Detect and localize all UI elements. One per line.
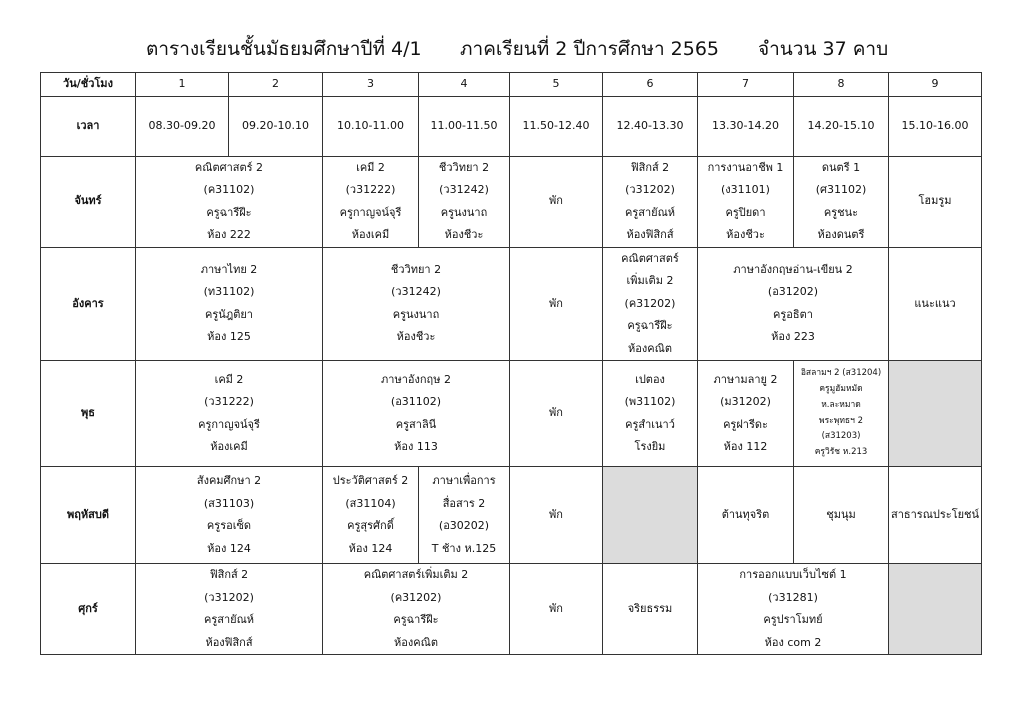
day-row-monday [41, 156, 982, 247]
lunch-break: พัก [510, 247, 603, 361]
subject-name-line2: เพิ่มเติม 2 [626, 274, 674, 287]
teacher: ครูชนะ [823, 205, 859, 219]
subject-name: ภาษามลายู 2 [713, 372, 778, 386]
subject-code: (อ31102) [390, 395, 442, 408]
subject-name: ฟิสิกส์ 2 [209, 568, 249, 581]
corner-header: วัน/ชั่วโมง [41, 73, 136, 97]
class-cell [323, 361, 510, 467]
room: ห้องฟิสิกส์ [626, 228, 674, 241]
room: โรงยิม [634, 440, 666, 453]
activity-cell: ต้านทุจริต [698, 467, 794, 564]
lunch-break: พัก [510, 467, 603, 564]
teacher: ครูมูฮัมหมัด [819, 383, 863, 394]
time-slot: 10.10-11.00 [323, 96, 419, 156]
class-cell [794, 156, 889, 247]
room: ห้อง com 2 [764, 635, 822, 649]
subject-code: (ว31281) [768, 590, 818, 604]
day-row-friday [41, 564, 982, 655]
subject-name: สังคมศึกษา 2 [196, 474, 262, 487]
time-row [41, 96, 982, 156]
subject-code: (ว31242) [391, 285, 441, 299]
period-number: 7 [698, 73, 794, 97]
subject-code: (ง31101) [721, 183, 770, 196]
room: ห้องชีวะ [444, 228, 484, 241]
subject-code: (ว31222) [345, 183, 396, 196]
class-cell [698, 564, 889, 655]
subject-name: การงานอาชีพ 1 [707, 160, 784, 174]
teacher: ครูนงนาถ [392, 307, 440, 321]
teacher: ครูกาญจน์จุรี [339, 205, 402, 219]
teacher: ครูนัฎติยา [205, 307, 253, 321]
subject-code: (ค31202) [390, 590, 442, 604]
period-number: 3 [323, 73, 419, 97]
time-slot: 11.00-11.50 [419, 96, 510, 156]
time-slot: 09.20-10.10 [229, 96, 323, 156]
room: ห้องเคมี [351, 228, 390, 241]
day-label: ศุกร์ [41, 564, 136, 655]
period-number: 6 [603, 73, 698, 97]
room: ห.ละหมาด [821, 399, 861, 410]
period-number: 2 [229, 73, 323, 97]
activity-cell: จริยธรรม [603, 564, 698, 655]
lunch-break: พัก [510, 564, 603, 655]
time-slot: 14.20-15.10 [794, 96, 889, 156]
empty-cell [889, 361, 982, 467]
time-slot: 12.40-13.30 [603, 96, 698, 156]
time-slot: 08.30-09.20 [136, 96, 229, 156]
teacher: ครูปิยดา [725, 205, 766, 219]
teacher: ครูฝารีดะ [723, 417, 768, 431]
subject-name: ภาษาอังกฤษ 2 [381, 372, 451, 386]
room: ห้องดนตรี [817, 228, 865, 241]
room: ห้อง 223 [771, 330, 815, 344]
room: ห้อง 124 [348, 541, 393, 555]
lunch-break: พัก [510, 156, 603, 247]
class-cell [603, 361, 698, 467]
class-cell [136, 247, 323, 361]
room: ห้องคณิต [628, 341, 672, 355]
room: ห้อง 124 [207, 541, 251, 555]
subject-name: ภาษาเพื่อการ [432, 474, 496, 487]
teacher: ครูสาลินี [395, 417, 437, 431]
class-cell [136, 467, 323, 564]
subject-name: เคมี 2 [214, 372, 244, 386]
lunch-break: พัก [510, 361, 603, 467]
room: ห้อง 222 [207, 228, 251, 241]
activity-cell: ชุมนุม [794, 467, 889, 564]
class-cell [419, 156, 510, 247]
day-row-thursday [41, 467, 982, 564]
teacher: ครูกาญจน์จุรี [198, 417, 260, 431]
subject-code: (ศ31102) [815, 183, 867, 196]
subject-name: คณิตศาสตร์ [621, 251, 679, 265]
teacher: ครูอธิตา [773, 307, 813, 321]
subject-name: ชีววิทยา 2 [438, 160, 490, 174]
timetable [40, 72, 982, 655]
subject-code: (ค31102) [203, 183, 255, 196]
room: ห้องเคมี [210, 440, 248, 453]
day-label: พฤหัสบดี [41, 467, 136, 564]
subject-code: (ว31222) [204, 395, 254, 408]
class-title: ตารางเรียนชั้นมัธยมศึกษาปีที่ 4/1 [146, 38, 422, 60]
room: ห้องชีวะ [396, 330, 436, 344]
period-count: จำนวน 37 คาบ [758, 38, 889, 60]
time-slot: 15.10-16.00 [889, 96, 982, 156]
empty-cell [889, 564, 982, 655]
subject-code: (อ31202) [767, 285, 819, 299]
subject-name: คณิตศาสตร์ 2 [194, 160, 264, 174]
time-slot: 11.50-12.40 [510, 96, 603, 156]
teacher: ครูฉารีฝีะ [206, 205, 252, 219]
subject-code: (ม31202) [720, 395, 771, 408]
teacher: ครูนงนาถ [440, 205, 488, 219]
subject-name: ภาษาไทย 2 [200, 262, 258, 276]
subject-name: อิสลามฯ 2 (ส31204) [800, 368, 882, 379]
subject-name: ฟิสิกส์ 2 [630, 160, 670, 174]
class-cell [794, 361, 889, 467]
room: ห้อง 112 [723, 440, 768, 453]
class-cell [323, 467, 419, 564]
teacher-room-alt: ครูวิรัช ห.213 [814, 447, 868, 458]
room: ห้องชีวะ [726, 228, 765, 241]
class-cell [323, 247, 510, 361]
period-number: 5 [510, 73, 603, 97]
subject-name: ดนตรี 1 [821, 160, 861, 174]
subject-code: (พ31102) [624, 395, 676, 408]
class-cell [323, 156, 419, 247]
room: ห้องคณิต [394, 635, 438, 649]
subject-name: ชีววิทยา 2 [390, 262, 442, 276]
class-cell [603, 156, 698, 247]
class-cell [323, 564, 510, 655]
room: ห้องฟิสิกส์ [205, 635, 253, 649]
subject-code: (ว31202) [625, 183, 675, 196]
class-cell [136, 156, 323, 247]
teacher-room: T ช้าง ห.125 [431, 541, 497, 555]
class-cell [136, 361, 323, 467]
period-number: 1 [136, 73, 229, 97]
class-cell [698, 156, 794, 247]
subject-name-line2: สื่อสาร 2 [442, 496, 486, 510]
subject-name: ประวัติศาสตร์ 2 [332, 474, 409, 487]
period-number: 9 [889, 73, 982, 97]
day-row-tuesday [41, 247, 982, 361]
subject-code: (ว31242) [439, 183, 489, 196]
subject-code: (อ30202) [438, 519, 490, 532]
subject-code: (ว31202) [204, 590, 254, 604]
activity-cell: สาธารณประโยชน์ [889, 467, 982, 564]
subject-name: คณิตศาสตร์เพิ่มเติม 2 [363, 568, 469, 581]
class-cell [603, 247, 698, 361]
day-label: จันทร์ [41, 156, 136, 247]
semester-title: ภาคเรียนที่ 2 ปีการศึกษา 2565 [460, 38, 720, 60]
class-cell [698, 247, 889, 361]
time-label: เวลา [41, 96, 136, 156]
period-number-row [41, 73, 982, 97]
teacher: ครูรอเซ็ด [206, 519, 252, 532]
schedule-title [0, 34, 1024, 68]
time-slot: 13.30-14.20 [698, 96, 794, 156]
subject-name: เคมี 2 [356, 160, 385, 174]
teacher: ครูสายัณห์ [624, 205, 676, 219]
period-number: 4 [419, 73, 510, 97]
room: ห้อง 113 [394, 440, 438, 453]
teacher: ครูปราโมทย์ [763, 613, 823, 626]
activity-cell: โฮมรูม [889, 156, 982, 247]
class-cell [419, 467, 510, 564]
empty-cell [603, 467, 698, 564]
teacher: ครูฉารีฝีะ [393, 613, 439, 626]
subject-code: (ค31202) [624, 296, 676, 310]
class-cell [698, 361, 794, 467]
subject-code: (ท31102) [203, 285, 255, 299]
subject-name-alt: พระพุทธฯ 2 [818, 415, 863, 426]
day-label: อังคาร [41, 247, 136, 361]
day-row-wednesday [41, 361, 982, 467]
activity-cell: แนะแนว [889, 247, 982, 361]
teacher: ครูฉารีฝีะ [627, 319, 673, 332]
day-label: พุธ [41, 361, 136, 467]
subject-code: (ส31104) [345, 496, 396, 510]
subject-name: การออกแบบเว็บไซต์ 1 [739, 568, 847, 581]
subject-code: (ส31103) [203, 496, 255, 510]
class-cell [136, 564, 323, 655]
subject-code-alt: (ส31203) [821, 431, 861, 442]
teacher: ครูสุรศักดิ์ [347, 519, 394, 532]
room: ห้อง 125 [207, 330, 251, 344]
subject-name: ภาษาอังกฤษอ่าน-เขียน 2 [733, 262, 853, 276]
period-number: 8 [794, 73, 889, 97]
subject-name: เปตอง [635, 372, 665, 386]
teacher: ครูสายัณห์ [203, 613, 255, 626]
teacher: ครูสำเนาว์ [625, 417, 675, 431]
